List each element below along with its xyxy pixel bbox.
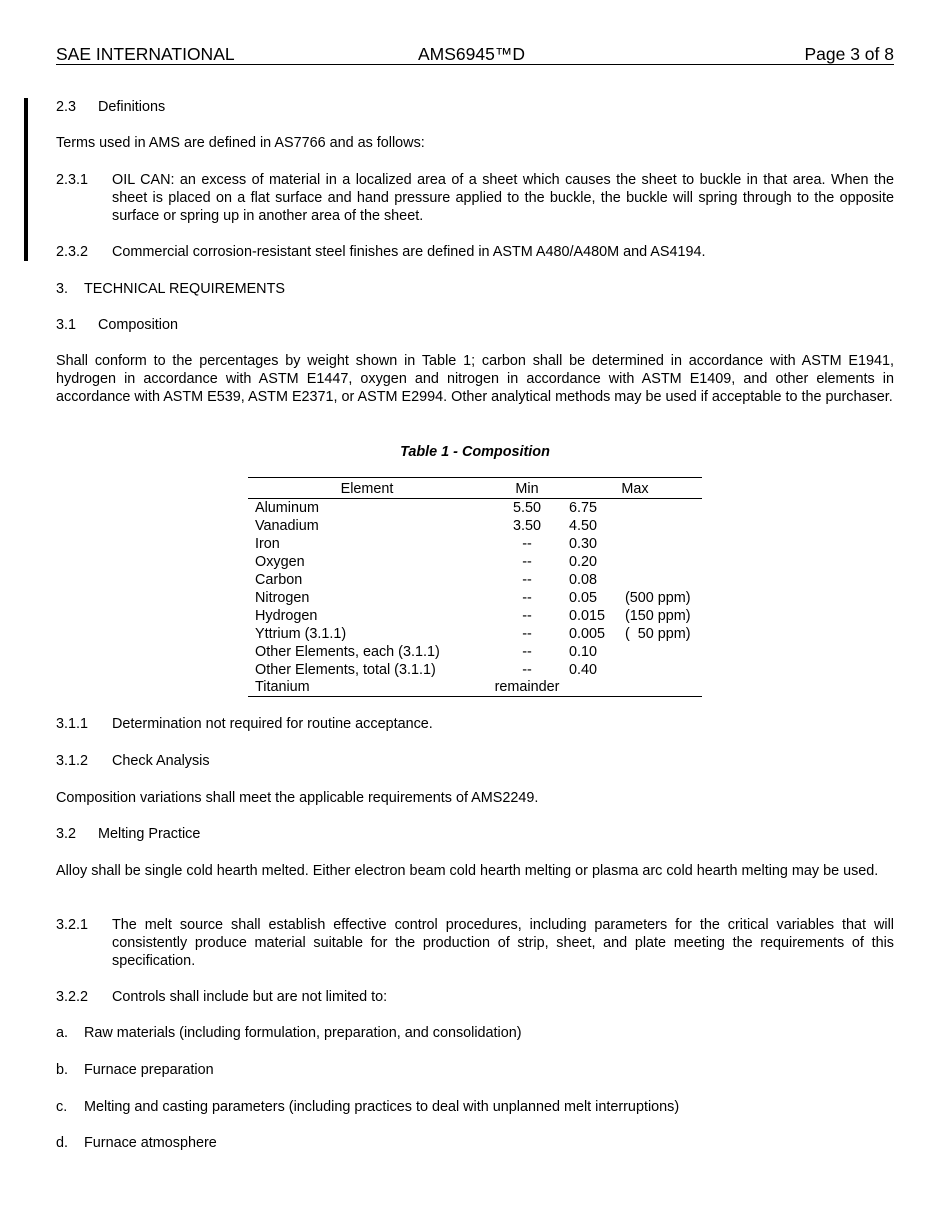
paragraph: Terms used in AMS are defined in AS7766 and as follows:	[56, 135, 425, 151]
cell-min: --	[522, 644, 532, 660]
section-number: 2.3	[56, 99, 77, 115]
cell-min: remainder	[494, 679, 560, 695]
list-marker: b.	[56, 1062, 69, 1078]
section-number: 3.2	[56, 826, 77, 842]
cell-element: Iron	[255, 536, 280, 552]
paragraph: The melt source shall establish effective control procedures, including parameters for the critical variables that will consistently produce material suitable for the production of strip, sheet, and plate meeting the requirements of this specification.	[112, 917, 894, 969]
cell-min: --	[522, 608, 532, 624]
cell-element: Other Elements, each (3.1.1)	[255, 644, 440, 660]
cell-max: 0.40	[569, 662, 598, 678]
melting-paragraph: Alloy shall be single cold hearth melted. Either electron beam cold hearth melting or plasma arc cold hearth melting may be used.	[56, 863, 879, 879]
list-text: Furnace atmosphere	[84, 1135, 217, 1151]
cell-min: 5.50	[512, 500, 541, 516]
list-text: Furnace preparation	[84, 1062, 214, 1078]
cell-element: Carbon	[255, 572, 303, 588]
section-number: 3.	[56, 281, 69, 297]
cell-element: Hydrogen	[255, 608, 318, 624]
section-number: 3.1	[56, 317, 77, 333]
table-header-row	[248, 478, 702, 499]
revision-change-bar	[24, 98, 28, 261]
section-number: 2.3.2	[56, 244, 89, 260]
section-number: 3.1.2	[56, 753, 89, 769]
cell-min: --	[522, 572, 532, 588]
paragraph: Determination not required for routine acceptance.	[112, 716, 433, 732]
section-number: 3.2.1	[56, 917, 89, 933]
section-title: Composition	[98, 317, 178, 333]
cell-min: --	[522, 662, 532, 678]
cell-element: Aluminum	[255, 500, 319, 516]
cell-ppm-note: (500 ppm)	[625, 590, 691, 606]
cell-max: 0.10	[569, 644, 598, 660]
cell-element: Titanium	[255, 679, 310, 695]
section-title: TECHNICAL REQUIREMENTS	[84, 281, 285, 297]
cell-max: 6.75	[569, 500, 598, 516]
section-number: 2.3.1	[56, 172, 89, 188]
definition-oil-can: OIL CAN: an excess of material in a localized area of a sheet which causes the sheet to buckle in that area. When the sheet is placed on a flat surface and hand pressure applied to the buckle, the buckle will spring through to the opposite surface or spring up in another area of the sheet.	[112, 172, 894, 224]
cell-element: Vanadium	[255, 518, 319, 534]
section-title: Melting Practice	[98, 826, 201, 842]
column-header-max: Max	[621, 481, 649, 497]
header-page-number: Page 3 of 8	[804, 44, 894, 64]
cell-max: 0.08	[569, 572, 598, 588]
cell-element: Nitrogen	[255, 590, 310, 606]
table-caption: Table 1 - Composition	[400, 444, 550, 460]
paragraph: Controls shall include but are not limited to:	[112, 989, 388, 1005]
cell-ppm-note: (150 ppm)	[625, 608, 691, 624]
composition-table	[248, 477, 702, 697]
list-marker: d.	[56, 1135, 69, 1151]
column-header-min: Min	[515, 481, 539, 497]
header-doc-id: AMS6945™D	[418, 44, 525, 64]
composition-paragraph: Shall conform to the percentages by weight shown in Table 1; carbon shall be determined in accordance with ASTM E1941, hydrogen in accordance with ASTM E1447, oxygen and nitrogen in accordance with ASTM E1409, and other elements in accordance with ASTM E539, ASTM E2371, or ASTM E2994. Other analytical methods may be used if acceptable to the purchaser.	[56, 353, 894, 405]
section-number: 3.1.1	[56, 716, 89, 732]
cell-min: 3.50	[512, 518, 541, 534]
definition-finishes: Commercial corrosion-resistant steel finishes are defined in ASTM A480/A480M and AS4194.	[112, 244, 706, 260]
paragraph: Composition variations shall meet the applicable requirements of AMS2249.	[56, 790, 539, 806]
list-marker: c.	[56, 1099, 68, 1115]
cell-element: Other Elements, total (3.1.1)	[255, 662, 436, 678]
cell-element: Yttrium (3.1.1)	[255, 626, 347, 642]
cell-max: 0.005	[569, 626, 606, 642]
cell-min: --	[522, 554, 532, 570]
cell-min: --	[522, 626, 532, 642]
section-number: 3.2.2	[56, 989, 89, 1005]
cell-min: --	[522, 590, 532, 606]
page-header	[56, 44, 894, 65]
column-header-element: Element	[340, 481, 394, 497]
cell-max: 0.20	[569, 554, 598, 570]
cell-min: --	[522, 536, 532, 552]
list-text: Melting and casting parameters (including practices to deal with unplanned melt interruptions)	[84, 1099, 680, 1115]
cell-max: 0.015	[569, 608, 606, 624]
cell-max: 0.30	[569, 536, 598, 552]
cell-max: 0.05	[569, 590, 598, 606]
section-title: Definitions	[98, 99, 166, 115]
cell-element: Oxygen	[255, 554, 305, 570]
cell-ppm-note: ( 50 ppm)	[625, 626, 691, 642]
list-text: Raw materials (including formulation, preparation, and consolidation)	[84, 1025, 522, 1041]
list-marker: a.	[56, 1025, 69, 1041]
header-org: SAE INTERNATIONAL	[56, 44, 235, 64]
section-title: Check Analysis	[112, 753, 210, 769]
cell-max: 4.50	[569, 518, 598, 534]
